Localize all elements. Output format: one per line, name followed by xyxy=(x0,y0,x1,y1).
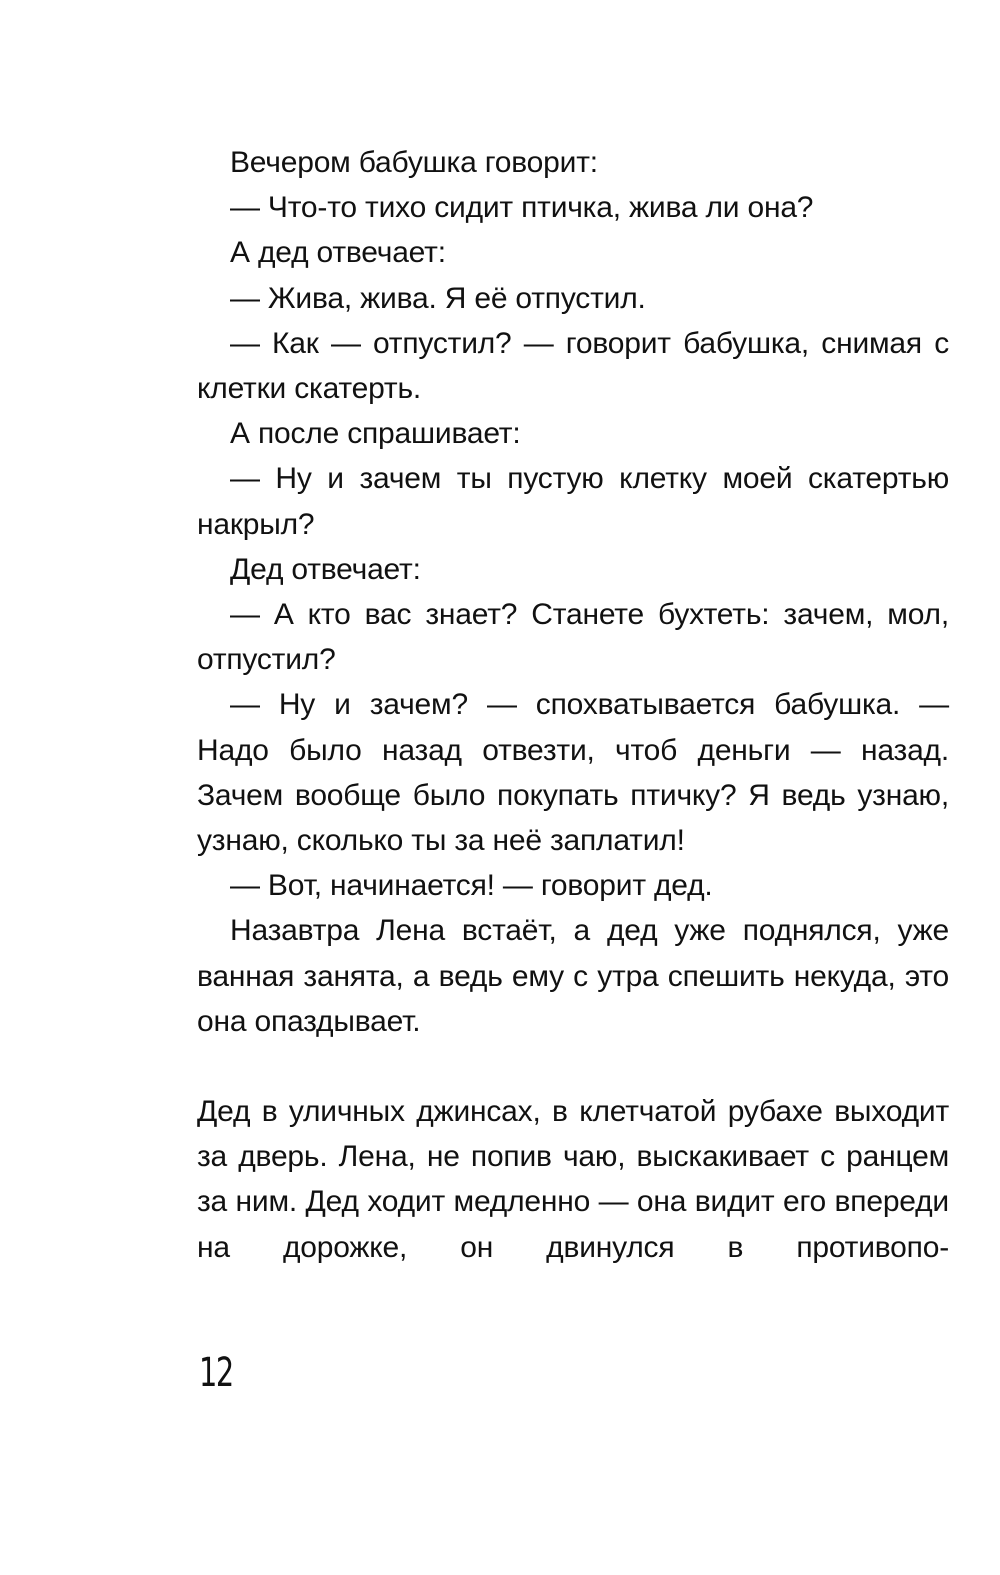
paragraph-8: Дед отвечает: xyxy=(230,552,421,586)
page-text xyxy=(197,140,949,1270)
paragraph-4: — Жива, жива. Я её отпустил. xyxy=(230,281,646,315)
paragraph-9: — А кто вас знает? Станете бухтеть: зачем, мол, отпустил? xyxy=(197,598,949,677)
paragraph-2: — Что-то тихо сидит птичка, жива ли она? xyxy=(230,191,814,225)
paragraph-7: — Ну и зачем ты пустую клетку моей скатертью накрыл? xyxy=(197,462,949,541)
page-number: 12 xyxy=(199,1350,233,1396)
paragraph-3: А дед отвечает: xyxy=(230,236,446,270)
paragraph-10: — Ну и зачем? — спохватывается бабушка. — Надо было назад отвезти, чтоб деньги — назад. Зачем вообще было покупать птичку? Я ведь узнаю, узнаю, сколько ты за неё заплатил! xyxy=(197,688,949,858)
paragraph-11: — Вот, начинается! — говорит дед. xyxy=(230,869,713,903)
paragraph-continued: Дед в уличных джинсах, в клетчатой рубахе выходит за дверь. Лена, не попив чаю, выскакивает с ранцем за ним. Дед ходит медленно — она видит его впереди на дорожке, он двинулся в противопо- xyxy=(197,1095,949,1264)
section-break xyxy=(197,1044,949,1089)
paragraph-1: Вечером бабушка говорит: xyxy=(230,146,598,179)
paragraph-12: Назавтра Лена встаёт, а дед уже поднялся, уже ванная занята, а ведь ему с утра спешить некуда, это она опаздывает. xyxy=(197,914,949,1038)
paragraph-6: А после спрашивает: xyxy=(230,417,521,451)
paragraph-5: — Как — отпустил? — говорит бабушка, снимая с клетки скатерть. xyxy=(197,326,949,406)
